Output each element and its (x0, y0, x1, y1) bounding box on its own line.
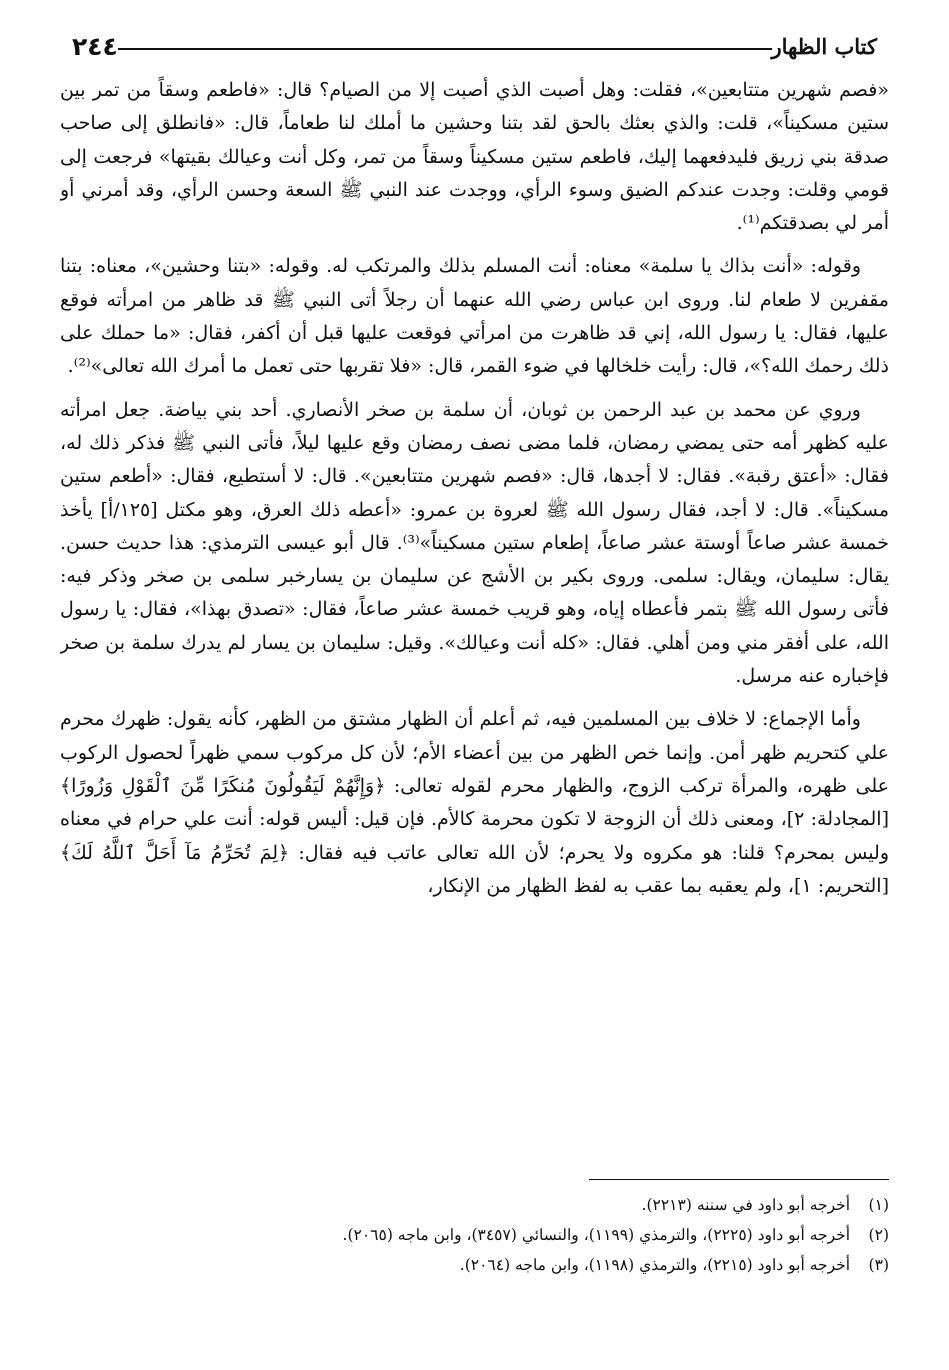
footnote-text: أخرجه أبو داود (٢٢١٥)، والترمذي (١١٩٨)، وابن ماجه (٢٠٦٤). (459, 1256, 851, 1274)
footnote-number: (٣) (868, 1256, 889, 1274)
running-header (60, 26, 889, 66)
page-number: ٢٤٤ (72, 31, 118, 61)
footnote (60, 1190, 889, 1220)
footnote (60, 1220, 889, 1250)
footnotes (60, 1190, 889, 1280)
footnote-number: (٢) (868, 1226, 889, 1244)
paragraph: وأما الإجماع: لا خلاف بين المسلمين فيه، ثم أعلم أن الظهار مشتق من الظهر، كأنه يقول: ظهرك محرم علي كتحريم ظهر أمن. وإنما خص الظهر من بين أعضاء الأم؛ لأن كل مركوب سمي ظهراً لحصول الركوب على ظهره، والمرأة تركب الزوج، والظهار محرم لقوله تعالى: ﴿وَإِنَّهُمْ لَيَقُولُونَ مُنكَرًا مِّنَ ٱلْقَوْلِ وَزُورًا﴾ [المجادلة: ٢]، ومعنى ذلك أن الزوجة لا تكون محرمة كالأم. فإن قيل: أليس قوله: أنت علي حرام في معناه وليس بمحرم؟ قلنا: هو مكروه ولا يحرم؛ لأن الله تعالى عاتب فيه فقال: ﴿لِمَ تُحَرِّمُ مَآ أَحَلَّ ٱللَّهُ لَكَ﴾ [التحريم: ١]، ولم يعقبه بما عقب به لفظ الظهار من الإنكار، (60, 708, 889, 897)
paragraph: «فصم شهرين متتابعين»، فقلت: وهل أصبت الذي أصبت إلا من الصيام؟ قال: «فاطعم وسقاً من تمر بين ستين مسكيناً»، قلت: والذي بعثك بالحق لقد بتنا وحشين ما أملك لنا طعاماً، قال: «فانطلق إلى صاحب صدقة بني زريق فليدفعهما إليك، فاطعم ستين مسكيناً وسقاً من تمر، وكل أنت وعيالك بقيتها» فرجعت إلى قومي وقلت: وجدت عندكم الضيق وسوء الرأي، ووجدت عند النبي ﷺ السعة وحسن الرأي، وقد أمرني أو أمر لي بصدقتكم⁽¹⁾. (60, 79, 889, 235)
paragraph: وقوله: «أنت بذاك يا سلمة» معناه: أنت المسلم بذلك والمرتكب له. وقوله: «بتنا وحشين»، معناه: بتنا مقفرين لا طعام لنا. وروى ابن عباس رضي الله عنهما أن رجلاً أتى النبي ﷺ قد ظاهر من امرأته فوقع عليها، فقال: يا رسول الله، إني قد ظاهرت من امرأتي فوقعت عليها قبل أن أكفر، فقال: «ما حملك على ذلك رحمك الله؟»، قال: رأيت خلخالها في ضوء القمر، قال: «فلا تقربها حتى تعمل ما أمرك الله تعالى»⁽²⁾. (60, 255, 889, 378)
footnote-text: أخرجه أبو داود (٢٢٢٥)، والترمذي (١١٩٩)، والنسائي (٣٤٥٧)، وابن ماجه (٢٠٦٥). (342, 1226, 851, 1244)
footnote-text: أخرجه أبو داود في سننه (٢٢١٣). (641, 1196, 851, 1214)
main-text (60, 74, 889, 1166)
book-title: كتاب الظهار (771, 33, 877, 59)
footnote-number: (١) (868, 1196, 889, 1214)
paragraph: وروي عن محمد بن عبد الرحمن بن ثوبان، أن سلمة بن صخر الأنصاري. أحد بني بياضة. جعل امرأته عليه كظهر أمه حتى يمضي رمضان، فلما مضى نصف رمضان وقع عليها ليلاً، فأتى النبي ﷺ فذكر ذلك له، فقال: «أعتق رقبة». فقال: لا أجدها، قال: «فصم شهرين متتابعين». قال: لا أستطيع، فقال: «أطعم ستين مسكيناً». قال: لا أجد، فقال رسول الله ﷺ لعروة بن عمرو: «أعطه ذلك العرق، وهو مكتل [١٢٥/أ] يأخذ خمسة عشر صاعاً أوستة عشر صاعاً، إطعام ستين مسكيناً»⁽³⁾. قال أبو عيسى الترمذي: هذا حديث حسن. يقال: سليمان، ويقال: سلمى. وروى بكير بن الأشج عن سليمان بن يسارخبر سلمى بن صخر وذكر فيه: فأتى رسول الله ﷺ بتمر فأعطاه إياه، وهو قريب خمسة عشر صاعاً، فقال: «تصدق بهذا»، فقال: يا رسول الله، على أفقر مني ومن أهلي. فقال: «كله أنت وعيالك». وقيل: سليمان بن يسار لم يدرك سلمة بن صخر فإخباره عنه مرسل. (60, 398, 889, 688)
footnote-separator (589, 1179, 889, 1180)
header-rule (118, 48, 772, 50)
footnote (60, 1250, 889, 1280)
